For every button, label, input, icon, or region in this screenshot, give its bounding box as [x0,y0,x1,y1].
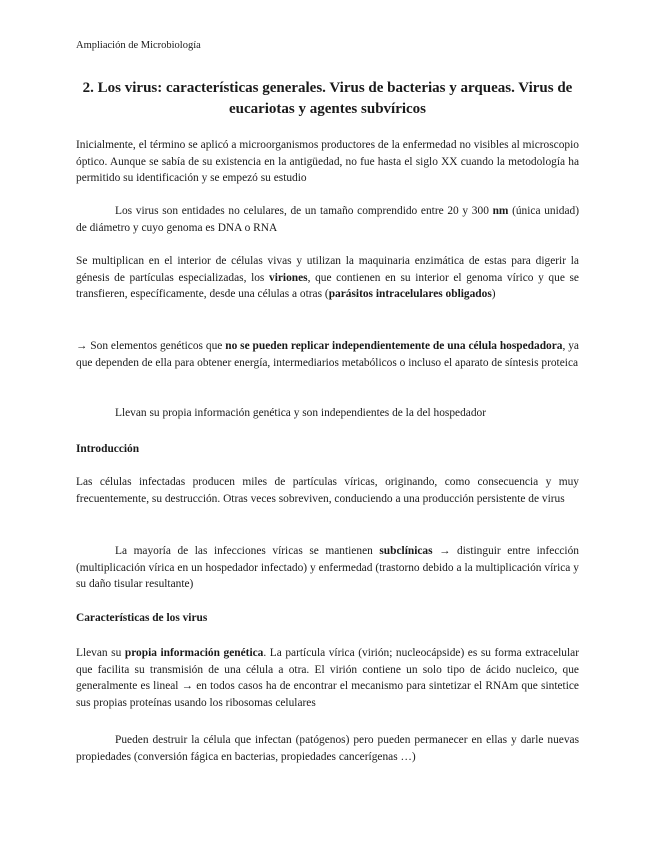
text-run: → distinguir entre infección (multiplicación vírica en un hospedador infectado) y enfermedad (trastorno debido a la multiplicación vírica y su daño tisular resultante) [76,545,579,591]
bold-term: propia información genética [124,647,264,659]
text-run: , ya que dependen de ella para obtener energía, intermediarios metabólicos o incluso el aparato de síntesis proteica [76,340,579,369]
page-title: 2. Los virus: características generales. Virus de bacterias y arqueas. Virus de eucariotas y agentes subvíricos [82,80,573,117]
bold-term: parásitos intracelulares obligados [328,288,492,301]
paragraph-subclinical [76,543,579,593]
paragraph-multiplication [76,253,579,303]
text-run: → Son elementos genéticos que [76,340,226,352]
text-run: Se multiplican en el interior de células vivas y utilizan la maquinaria enzimática de estas para digerir la génesis de partículas especializadas, los [76,255,579,284]
paragraph-own-info: Llevan su propia información genética y son independientes de la del hospedador [115,407,487,419]
bold-term: viriones [269,271,308,284]
paragraph-definition [76,203,579,236]
text-run: ) [491,288,496,301]
paragraph-virion [76,645,579,711]
text-run: , que contienen en su interior el genoma vírico y que se transfieren, específicamente, desde una células a otras ( [76,271,579,301]
bold-term: subclínicas [379,545,433,557]
paragraph-infected-cells: Las células infectadas producen miles de partículas víricas, originando, como consecuencia y muy frecuentemente, su destrucción. Otras veces sobreviven, conduciendo a una producción persistente de virus [76,476,579,505]
text-run: (única unidad) de diámetro y cuyo genoma es DNA o RNA [76,205,579,234]
text-run: La mayoría de las infecciones víricas se mantienen [115,545,380,557]
section-heading-introduccion: Introducción [76,443,140,455]
paragraph-intro: Inicialmente, el término se aplicó a microorganismos productores de la enfermedad no visibles al microscopio óptico. Aunque se sabía de su existencia en la antigüedad, no fue hasta el siglo XX cuando la metodología ha permitido su identificación y se empezó su estudio [76,139,579,185]
bold-term: nm [492,205,509,217]
running-header: Ampliación de Microbiología [76,40,201,51]
paragraph-destroy-cell: Pueden destruir la célula que infectan (patógenos) pero pueden permanecer en ellas y darle nuevas propiedades (conversión fágica en bacterias, propiedades cancerígenas …) [76,734,579,763]
text-run: Llevan su [76,647,125,659]
paragraph-genetic-elements [76,338,579,371]
section-heading-caracteristicas: Características de los virus [76,612,208,624]
bold-term: no se pueden replicar independientemente de una célula hospedadora [225,340,563,352]
text-run: Los virus son entidades no celulares, de un tamaño comprendido entre 20 y 300 [115,205,493,217]
text-run: . La partícula vírica (virión; nucleocápside) es su forma extracelular que facilita su transmisión de una célula a otra. El virión contiene un solo tipo de ácido nucleico, que generalmente es lineal → en todos casos ha de encontrar el mecanismo para sintetizar el RNAm que sintetice sus propias proteínas usando los ribosomas celulares [76,647,579,709]
